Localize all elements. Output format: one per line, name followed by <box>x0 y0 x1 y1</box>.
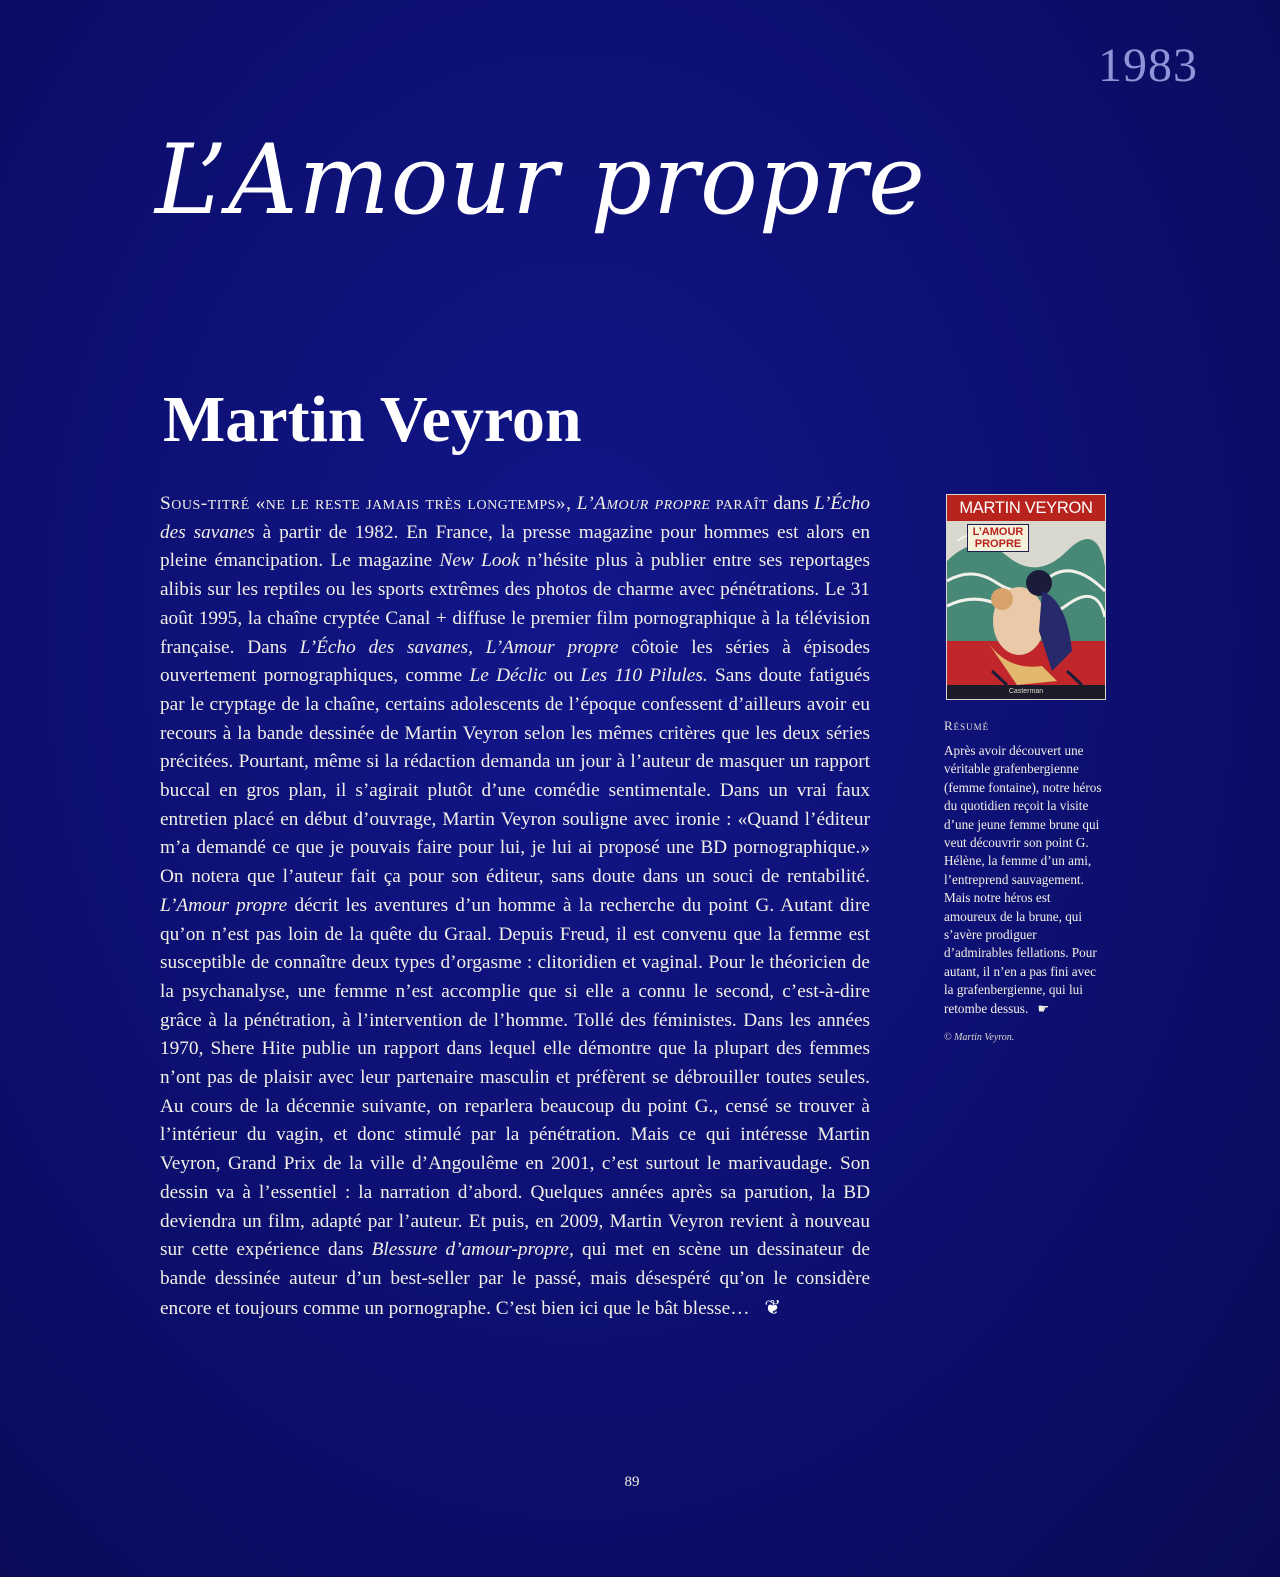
year-label: 1983 <box>1098 39 1198 92</box>
lead-in: Sous-titré «ne le reste jamais très longtemps», <box>160 493 572 514</box>
cover-footer: Casterman <box>947 685 1105 699</box>
lead-in-verb: paraît <box>715 493 769 514</box>
pointing-hand-icon: ☛ <box>1037 1000 1050 1016</box>
cover-title-box: L’AMOUR PROPRE <box>967 524 1029 552</box>
summary-heading: Résumé <box>944 718 990 733</box>
text-run: à partir de 1982. En France, la presse magazine pour hommes est alors en pleine émancipation. Le magazine <box>160 521 871 572</box>
book-title-ref: Blessure d’amour-propre, <box>371 1239 574 1261</box>
text-run: Sans doute fatigués par le cryptage de la chaîne, certains adolescents de l’époque confessent d’ailleurs avoir eu recours à la bande dessinée de Martin Veyron selon les mêmes critères que les deux séries précitées. Pourtant, même si la rédaction demanda un jour à l’auteur de masquer un rapport buccal en gros plan, il s’agirait plutôt d’une comédie sentimentale. Dans un vrai faux entretien placé en début d’ouvrage, Martin Veyron souligne avec ironie : «Quand l’éditeur m’a demandé ce que je pouvais faire pour lui, je lui ai proposé une BD pornographique.» On notera que l’auteur fait ça pour son éditeur, sans doute dans un souci de rentabilité. <box>160 665 870 888</box>
magazine-ref: L’Écho des savanes, <box>299 636 473 658</box>
book-title-ref: L’Amour propre <box>576 493 711 514</box>
page-number: 89 <box>624 1474 640 1490</box>
magazine-ref: L’Écho des savanes <box>160 493 870 543</box>
magazine-ref: New Look <box>439 550 520 572</box>
text-run: n’hésite plus à publier entre ses reportages alibis sur les reptiles ou les sports extrêmes des photos de charme avec pénétrations. Le 31 août 1995, la chaîne cryptée Canal + diffuse le premier film pornographique à la télévision française. Dans <box>160 550 870 658</box>
series-ref: Le Déclic <box>469 665 547 687</box>
series-ref: Les 110 Pilules. <box>580 665 708 687</box>
text-run: qui met en scène un dessinateur de bande dessinée auteur d’un best-seller par le passé, mais désespéré qu’on le considère encore et toujours comme un pornographe. C’est bien ici que le bât blesse… <box>160 1239 870 1319</box>
book-title-ref: L’Amour propre <box>485 636 619 658</box>
page-title: L’Amour propre <box>155 124 926 236</box>
summary-text: Après avoir découvert une véritable grafenbergienne (femme fontaine), notre héros du quotidien reçoit la visite d’une jeune femme brune qui veut découvrir son point G. Hélène, la femme d’un ami, l’entreprend sauvagement. Mais notre héros est amoureux de la brune, qui s’avère prodiguer d’admirables fellations. Pour autant, il n’en a pas fini avec la grafenbergienne, qui lui retombe dessus. <box>944 743 1102 1016</box>
book-title-ref: L’Amour propre <box>160 894 288 916</box>
fleuron-icon: ❦ <box>764 1296 782 1319</box>
article-body <box>160 490 870 1323</box>
author-heading: Martin Veyron <box>163 383 582 456</box>
image-credit: © Martin Veyron. <box>944 1032 1015 1044</box>
text-run: décrit les aventures d’un homme à la recherche du point G. Autant dire qu’on n’est pas loin de la quête du Graal. Depuis Freud, il est convenu que la femme est susceptible de connaître deux types d’orgasme : clitoridien et vaginal. Pour le théoricien de la psychanalyse, une femme n’est accomplie que si elle a connu le second, c’est-à-dire grâce à la pénétration, à l’intervention de l’homme. Tollé des féministes. Dans les années 1970, Shere Hite publie un rapport dans lequel elle démontre que la plupart des femmes n’ont pas de plaisir avec leur partenaire masculin et préfèrent se débrouiller toutes seules. Au cours de la décennie suivante, on reparlera beaucoup du point G., censé se trouver à l’intérieur du vagin, et donc stimulé par la pénétration. Mais ce qui intéresse Martin Veyron, Grand Prix de la ville d’Angoulême en 2001, c’est surtout le marivaudage. Son dessin va à l’essentiel : la narration d’abord. Quelques années après sa parution, la BD deviendra un film, adapté par l’auteur. Et puis, en 2009, Martin Veyron revient à nouveau sur cette expérience dans <box>160 894 870 1261</box>
text-run: côtoie les séries à épisodes ouvertement pornographiques, comme <box>160 636 871 687</box>
text-run: dans <box>773 493 809 514</box>
cover-author-banner: MARTIN VEYRON <box>947 495 1105 521</box>
summary-sidebar <box>944 718 1104 1043</box>
text-run: ou <box>553 665 574 687</box>
book-cover-image <box>946 494 1106 700</box>
